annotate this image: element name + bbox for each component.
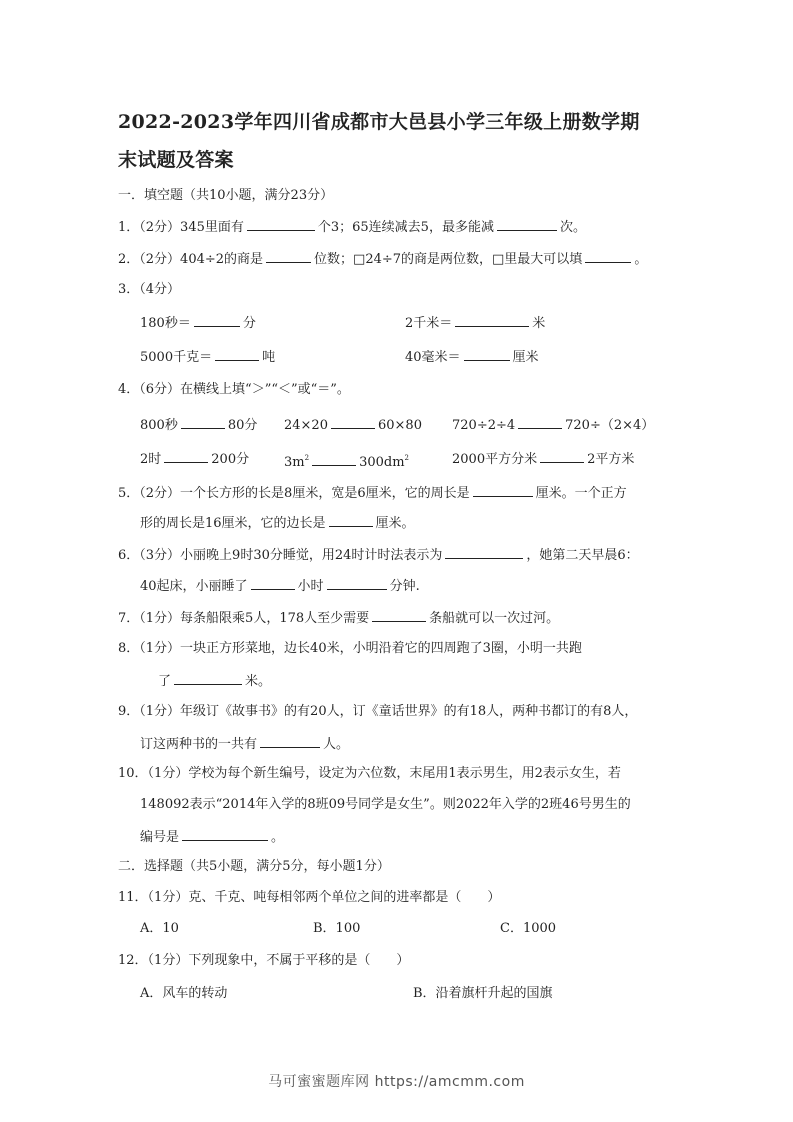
answer-blank[interactable] [247,217,315,231]
q6-text-b: ，她第二天早晨6： [526,548,639,563]
page-title [118,103,688,179]
answer-blank[interactable] [540,449,584,463]
q4-item-3-right: 720÷（2×4） [565,418,655,433]
q3-item-2-unit: 米 [532,316,546,331]
q5-text-d: 厘米。 [375,516,415,531]
q2-text-a: 2．（2分）404÷2的商是 [118,252,264,267]
answer-blank[interactable] [473,483,533,497]
q6-text-d: 小时 [297,579,324,594]
q3-item-1-unit: 分 [242,316,256,331]
question-9: 9．（1分）年级订《故事书》的有20人，订《童话世界》的有18人，两种书都订的有8人， [118,704,638,719]
q6-text-e: 分钟. [389,579,420,594]
q3-item-3 [140,347,275,367]
question-10: 10．（1分）学校为每个新生编号，设定为六位数，末尾用1表示男生，用2表示女生，若 [118,766,621,781]
q4-item-3-left: 720÷2÷4 [452,418,516,433]
q11-option-c[interactable]: C．1000 [500,921,557,936]
q4-item-2-left: 24×20 [284,418,328,433]
q3-item-2 [405,313,545,333]
question-12: 12．（1分）下列现象中，不属于平移的是（ ） [118,953,410,968]
answer-blank[interactable] [518,415,562,429]
q4-item-5-left-exponent: 2 [304,454,310,462]
q4-item-4 [140,449,249,469]
answer-blank[interactable] [464,347,510,361]
q4-item-5 [284,449,409,472]
q4-item-1 [140,415,257,435]
q4-item-1-left: 800秒 [140,418,178,433]
q11-option-b[interactable]: B．100 [313,921,361,936]
q7-text-b: 条船就可以一次过河。 [429,611,560,626]
answer-blank[interactable] [266,249,311,263]
q3-item-3-text: 5000千克＝ [140,350,213,365]
answer-blank[interactable] [181,415,225,429]
q6-text-a: 6．（3分）小丽晚上9时30分睡觉，用24时计时法表示为 [118,548,443,563]
q4-item-5-left: 3m [284,455,305,470]
q5-text-c: 形的周长是16厘米，它的边长是 [140,516,326,531]
q4-item-4-left: 2时 [140,452,162,467]
answer-blank[interactable] [455,313,529,327]
footer-watermark: 马可蜜蜜题库网 https://amcmm.com [268,1074,525,1090]
question-5-cont [140,513,415,533]
q9-text-c: 人。 [323,737,350,752]
q2-text-c: 。 [634,252,648,267]
question-11: 11．（1分）克、千克、吨每相邻两个单位之间的进率都是（ ） [118,890,501,905]
answer-blank[interactable] [331,415,375,429]
q1-text-a: 1．（2分）345里面有 [118,220,244,235]
question-1 [118,217,586,237]
title-line-1: 2022-2023学年四川省成都市大邑县小学三年级上册数学期 [118,111,640,133]
answer-blank[interactable] [327,576,387,590]
answer-blank[interactable] [585,249,631,263]
answer-blank[interactable] [164,449,208,463]
q6-text-c: 40起床，小丽睡了 [140,579,248,594]
question-2 [118,249,647,269]
q8-text-b: 了 [158,674,172,689]
q10-text-d: 。 [271,830,285,845]
question-10-cont-2 [140,827,284,847]
q4-item-2 [284,415,422,435]
q1-text-b: 个3；65连续减去5，最多能减 [317,220,494,235]
title-line-2: 末试题及答案 [118,149,234,171]
q10-text-c: 编号是 [140,830,180,845]
question-8-cont [158,671,271,691]
q4-item-6-right: 2平方米 [587,452,635,467]
q3-item-4-unit: 厘米 [512,350,539,365]
answer-blank[interactable] [182,827,268,841]
question-3-heading: 3．（4分） [118,282,181,297]
q3-item-1 [140,313,256,333]
q5-text-a: 5．（2分）一个长方形的长是8厘米，宽是6厘米，它的周长是 [118,486,470,501]
q3-item-4 [405,347,539,367]
q4-item-5-right-exponent: 2 [404,454,410,462]
question-5 [118,483,627,503]
answer-blank[interactable] [174,671,242,685]
q5-text-b: 厘米。一个正方 [535,486,627,501]
q1-text-c: 次。 [559,220,586,235]
question-8: 8．（1分）一块正方形菜地，边长40米，小明沿着它的四周跑了3圈，小明一共跑 [118,641,582,656]
q12-option-b[interactable]: B．沿着旗杆升起的国旗 [413,986,553,1001]
q3-item-2-text: 2千米＝ [405,316,453,331]
answer-blank[interactable] [329,513,373,527]
q4-item-1-right: 80分 [227,418,258,433]
answer-blank[interactable] [312,452,356,466]
q4-item-4-right: 200分 [211,452,250,467]
answer-blank[interactable] [194,313,240,327]
q4-item-6 [452,449,634,469]
q2-text-b: 位数；□24÷7的商是两位数，□里最大可以填 [314,252,583,267]
answer-blank[interactable] [260,734,320,748]
q4-item-6-left: 2000平方分米 [452,452,538,467]
q11-option-a[interactable]: A．10 [140,921,179,936]
section-2-heading: 二．选择题（共5小题，满分5分，每小题1分） [118,859,390,874]
question-7 [118,608,559,628]
question-9-cont [140,734,349,754]
section-1-heading: 一．填空题（共10小题，满分23分） [118,188,334,203]
answer-blank[interactable] [372,608,426,622]
answer-blank[interactable] [497,217,557,231]
q3-item-1-text: 180秒＝ [140,316,191,331]
q3-item-3-unit: 吨 [262,350,276,365]
answer-blank[interactable] [251,576,295,590]
q4-item-3 [452,415,654,435]
answer-blank[interactable] [215,347,259,361]
q3-item-4-text: 40毫米＝ [405,350,461,365]
q9-text-b: 订这两种书的一共有 [140,737,258,752]
q4-item-5-right: 300dm [359,455,405,470]
question-6-cont [140,576,420,596]
answer-blank[interactable] [445,545,523,559]
q7-text-a: 7．（1分）每条船限乘5人，178人至少需要 [118,611,370,626]
q4-item-2-right: 60×80 [377,418,422,433]
q8-text-c: 米。 [245,674,272,689]
q12-option-a[interactable]: A．风车的转动 [140,986,228,1001]
question-6 [118,545,639,565]
question-4-heading: 4．（6分）在横线上填“＞”“＜”或“＝”。 [118,382,350,397]
question-10-cont-1: 148092表示“2014年入学的8班09号同学是女生”。则2022年入学的2班46号男生的 [140,797,631,812]
